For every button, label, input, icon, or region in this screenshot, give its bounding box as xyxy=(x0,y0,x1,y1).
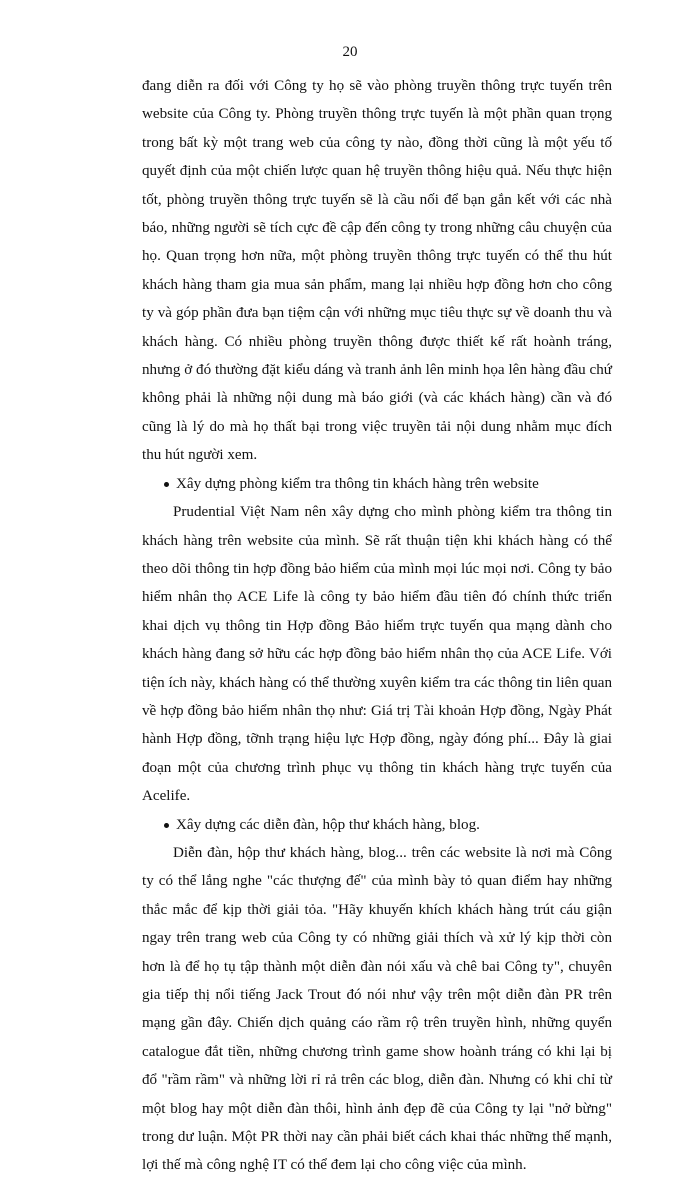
bullet-text: Xây dựng phòng kiểm tra thông tin khách hàng trên website xyxy=(176,475,539,492)
bullet-icon xyxy=(164,823,169,828)
paragraph-prudential: Prudential Việt Nam nên xây dựng cho mình phòng kiểm tra thông tin khách hàng trên website của mình. Sẽ rất thuận tiện khi khách hàng có thể theo dõi thông tin hợp đồng bảo hiểm của mình mọi lúc mọi nơi. Công ty bảo hiểm nhân thọ ACE Life là công ty bảo hiểm đầu tiên đó chính thức triển khai dịch vụ thông tin Hợp đồng Bảo hiểm trực tuyến qua mạng dành cho khách hàng đang sở hữu các hợp đồng bảo hiểm nhân thọ của ACE Life. Với tiện ích này, khách hàng có thể thường xuyên kiểm tra các thông tin liên quan về hợp đồng bảo hiểm nhân thọ như: Giá trị Tài khoản Hợp đồng, Ngày Phát hành Hợp đồng, tỡnh trạng hiệu lực Hợp đồng, ngày đóng phí... Đây là giai đoạn một của chương trình phục vụ thông tin khách hàng trực tuyến của Acelife. xyxy=(142,504,612,805)
document-body xyxy=(142,72,612,1180)
paragraph-newsroom: đang diễn ra đối với Công ty họ sẽ vào phòng truyền thông trực tuyến trên website của Công ty. Phòng truyền thông trực tuyến là một phần quan trọng trong bất kỳ một trang web của công ty nào, đồng thời cũng là một yếu tố quyết định của một chiến lược quan hệ truyền thông hiệu quả. Nếu thực hiện tốt, phòng truyền thông trực tuyến sẽ là cầu nối để bạn gắn kết với các nhà báo, những người sẽ tích cực đề cập đến công ty trong những câu chuyện của họ. Quan trọng hơn nữa, một phòng truyền thông trực tuyến có thể thu hút khách hàng tham gia mua sản phẩm, mang lại nhiều hợp đồng hơn cho công ty và góp phần đưa bạn tiệm cận với những mục tiêu thực sự về doanh thu và khách hàng. Có nhiều phòng truyền thông được thiết kế rất hoành tráng, nhưng ở đó thường đặt kiểu dáng và tranh ảnh lên minh họa lên hàng đầu chứ không phải là những nội dung mà báo giới (và các khách hàng) cần và đó cũng là lý do mà họ thất bại trong việc truyền tải nội dung nhằm mục đích thu hút người xem. xyxy=(142,78,612,464)
bullet-item-customer-info xyxy=(142,470,612,498)
bullet-text: Xây dựng các diễn đàn, hộp thư khách hàng, blog. xyxy=(176,816,480,833)
bullet-icon xyxy=(164,482,169,487)
bullet-item-forums xyxy=(142,811,612,839)
paragraph-forums: Diễn đàn, hộp thư khách hàng, blog... trên các website là nơi mà Công ty có thể lắng nghe "các thượng đế" của mình bày tỏ quan điểm hay những thắc mắc để kịp thời giải tỏa. "Hãy khuyến khích khách hàng trút cáu giận ngay trên trang web của Công ty có những giải thích và xử lý kịp thời còn hơn là để họ tụ tập thành một diễn đàn nói xấu và chê bai Công ty", chuyên gia tiếp thị nổi tiếng Jack Trout đó nói như vậy trên một diễn đàn PR trên mạng gần đây. Chiến dịch quảng cáo rầm rộ trên truyền hình, những quyển catalogue đắt tiền, những chương trình game show hoành tráng có khi lại bị đổ "rầm rầm" và những lời rỉ rả trên các blog, diễn đàn. Nhưng có khi chỉ từ một blog hay một diễn đàn thôi, hình ảnh đẹp đẽ của Công ty lại "nở bừng" trong dư luận. Một PR thời nay cần phải biết cách khai thác những thế mạnh, lợi thế mà công nghệ IT có thể đem lại cho công việc của mình. xyxy=(142,844,612,1174)
page-number: 20 xyxy=(342,44,358,60)
